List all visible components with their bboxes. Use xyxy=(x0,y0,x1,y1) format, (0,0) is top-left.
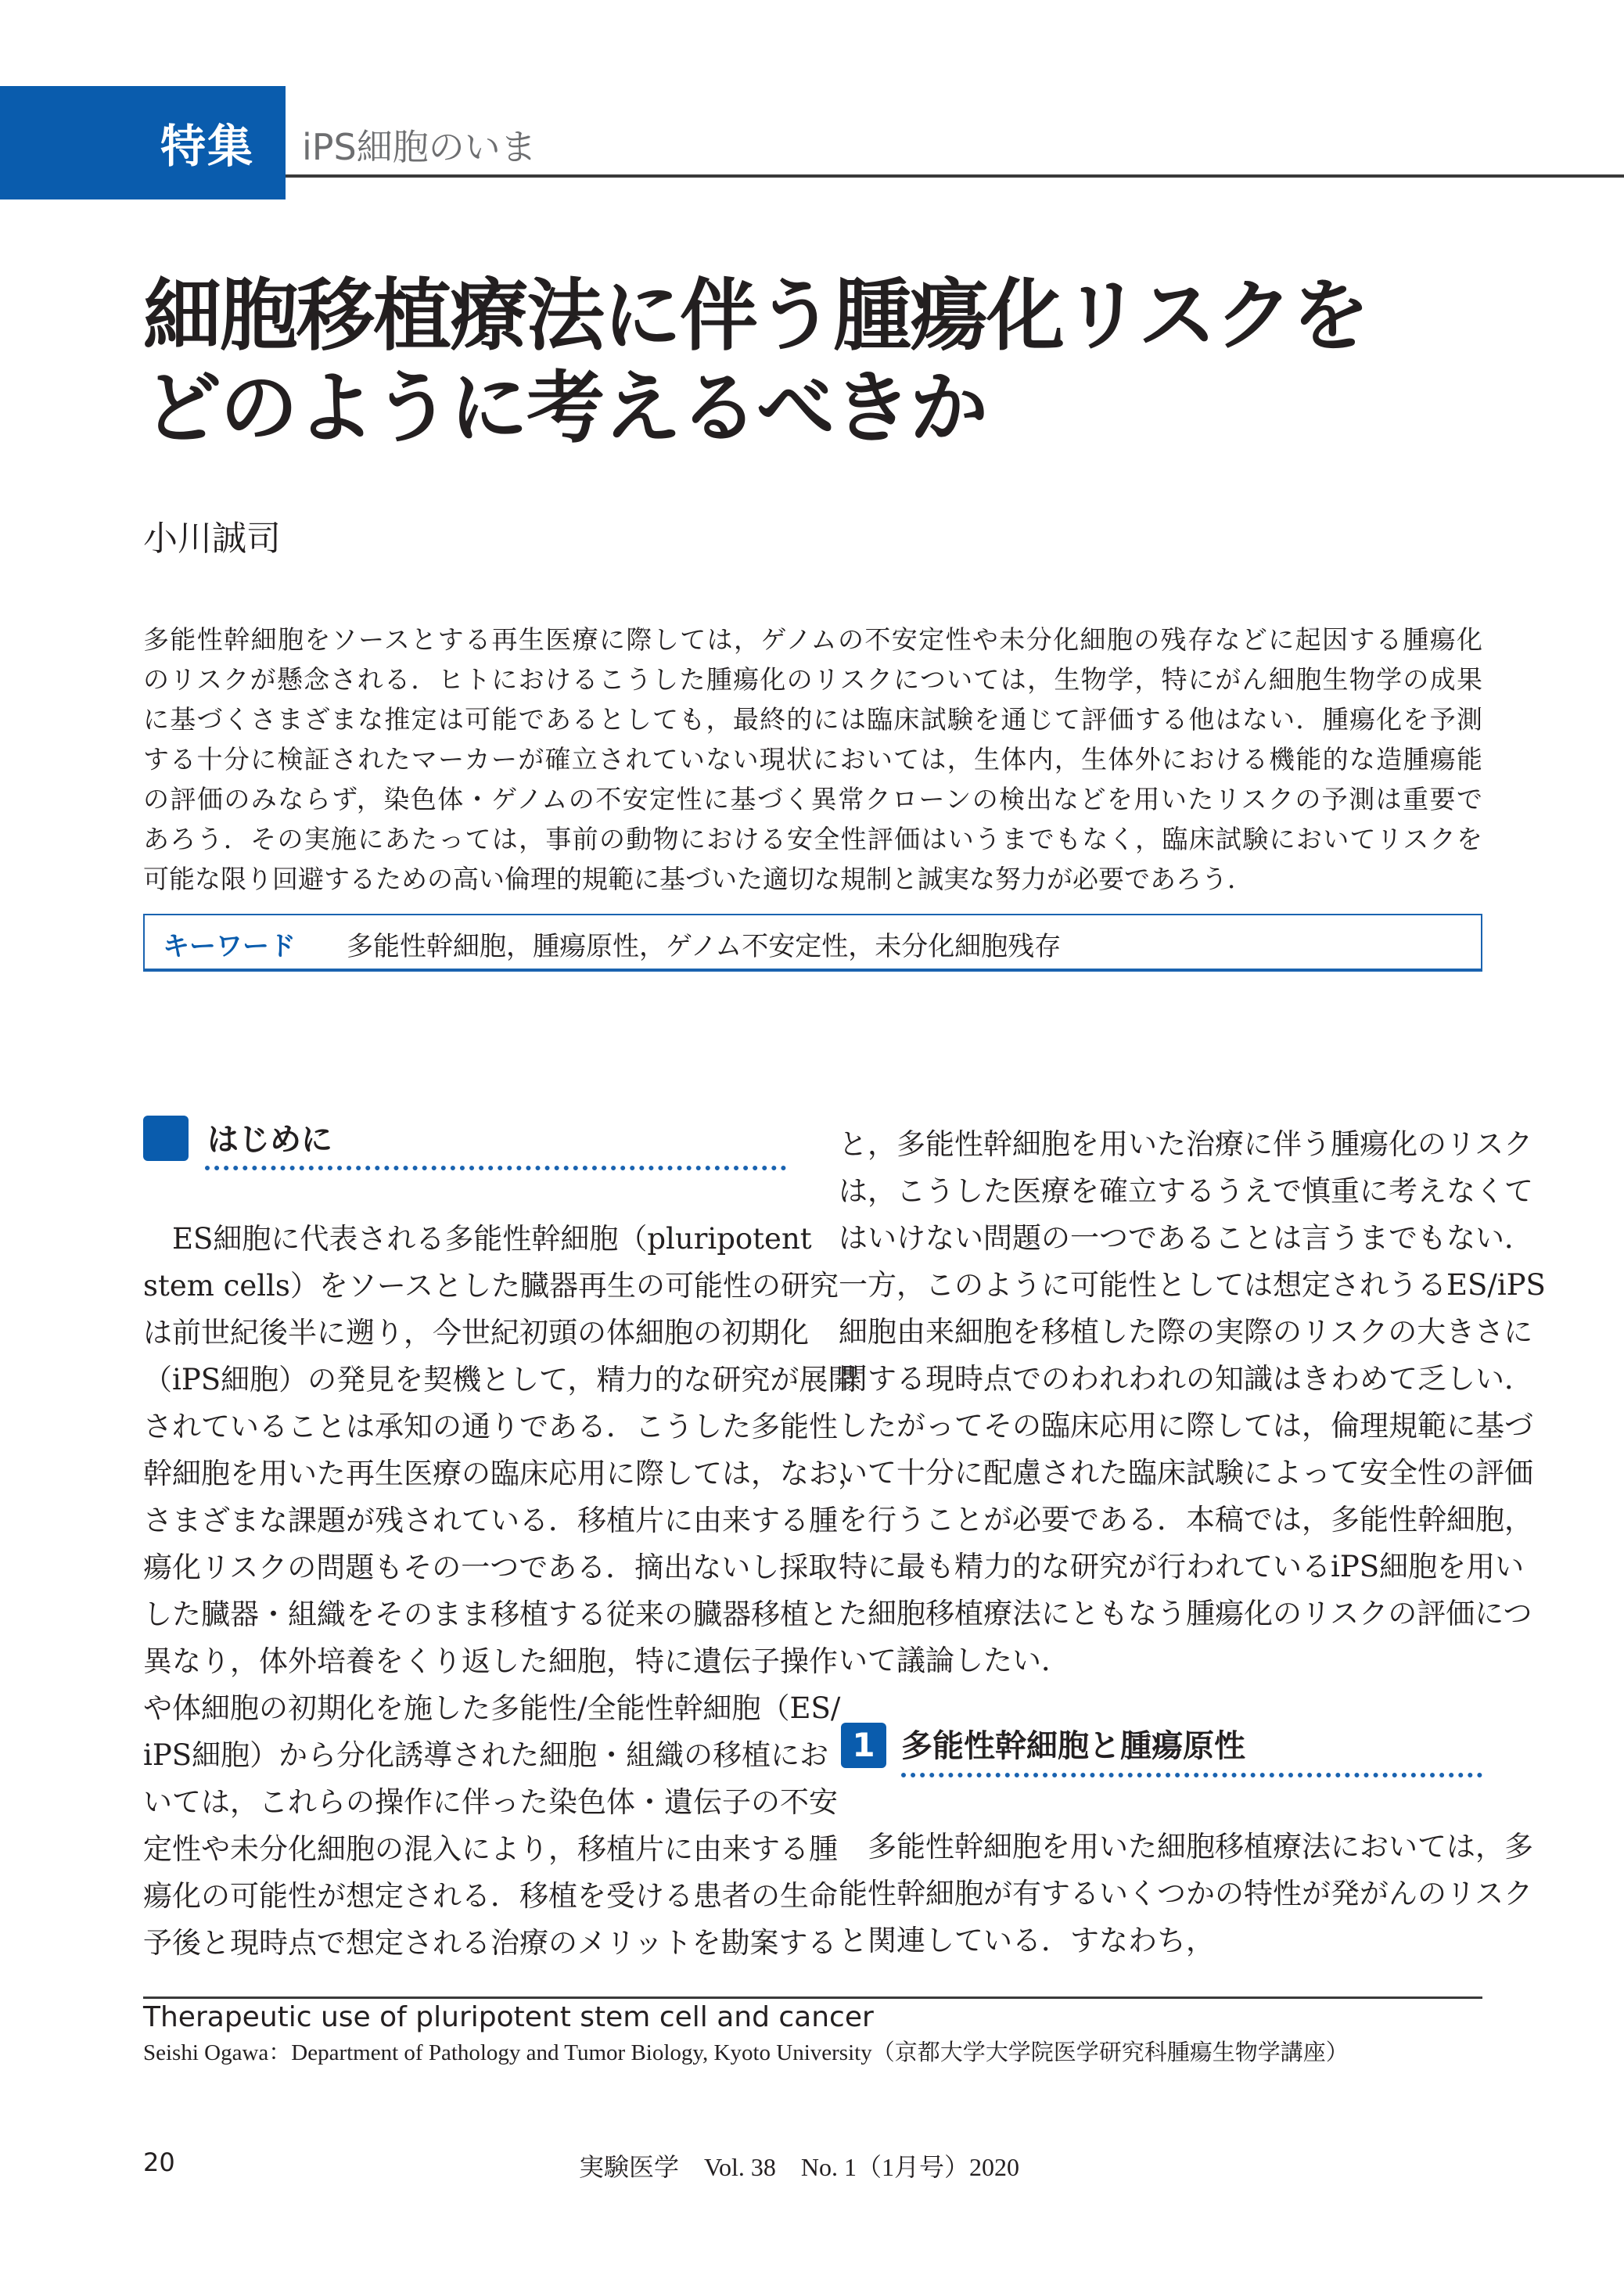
text-line: はいけない問題の一つであることは言うまでもない． xyxy=(839,1221,1533,1255)
text-line: のリスクが懸念される．ヒトにおけるこうした腫瘍化のリスクについては，生物学，特にがん細胞生物学の成果 xyxy=(143,664,1482,695)
title-line: 細胞移植療法に伴う腫瘍化リスクを xyxy=(143,270,1368,361)
author: 小川誠司 xyxy=(143,519,281,559)
text-line: 定性や未分化細胞の混入により，移植片に由来する腫 xyxy=(143,1832,838,1866)
text-line: に基づくさまざまな推定は可能であるとしても，最終的には臨床試験を通じて評価する他はない．腫瘍化を予測 xyxy=(143,704,1482,735)
text-line: ES細胞に代表される多能性幹細胞（pluripotent xyxy=(143,1222,812,1256)
text-line: 予後と現時点で想定される治療のメリットを勘案する xyxy=(143,1926,837,1960)
text-line: 瘍化の可能性が想定される．移植を受ける患者の生命 xyxy=(143,1879,838,1913)
english-title: Therapeutic use of pluripotent stem cell and cancer xyxy=(143,2001,874,2033)
title-line: どのように考えるべきか xyxy=(143,362,986,454)
section-heading-1: 多能性幹細胞と腫瘍原性 xyxy=(901,1728,1245,1764)
heading-underline xyxy=(901,1773,1482,1777)
text-line: た細胞移植療法にともなう腫瘍化のリスクの評価につ xyxy=(839,1597,1532,1630)
text-line: 特に最も精力的な研究が行われているiPS細胞を用い xyxy=(839,1550,1525,1583)
series-title: iPS細胞のいま xyxy=(302,126,537,168)
text-line: されていることは承知の通りである．こうした多能性 xyxy=(143,1410,838,1443)
text-line: と，多能性幹細胞を用いた治療に伴う腫瘍化のリスク xyxy=(839,1127,1533,1161)
article-title xyxy=(143,270,1368,455)
text-line: は，こうした医療を確立するうえで慎重に考えなくて xyxy=(839,1174,1533,1208)
text-line: 異なり，体外培養をくり返した細胞，特に遺伝子操作 xyxy=(143,1644,838,1678)
section-number-badge: 1 xyxy=(841,1723,886,1768)
text-line: する十分に検証されたマーカーが確立されていない現状においては，生体内，生体外における機能的な造腫瘍能 xyxy=(143,744,1482,775)
section-heading-intro: はじめに xyxy=(207,1122,332,1158)
page-number: 20 xyxy=(143,2147,175,2177)
keyword-list: 多能性幹細胞，腫瘍原性，ゲノム不安定性，未分化細胞残存 xyxy=(347,931,1062,962)
text-line: したがってその臨床応用に際しては，倫理規範に基づ xyxy=(839,1409,1533,1443)
text-line: 能性幹細胞が有するいくつかの特性が発がんのリスク xyxy=(839,1877,1533,1910)
section-marker-icon xyxy=(143,1116,189,1161)
text-line: を行うことが必要である．本稿では，多能性幹細胞， xyxy=(839,1503,1533,1536)
heading-underline xyxy=(205,1166,786,1170)
text-line: 関する現時点でのわれわれの知識はきわめて乏しい． xyxy=(839,1362,1533,1396)
text-line: の評価のみならず，染色体・ゲノムの不安定性に基づく異常クローンの検出などを用いたリスクの予測は重要で xyxy=(143,784,1482,814)
text-line: いて議論したい． xyxy=(839,1644,1070,1677)
text-line: 幹細胞を用いた再生医療の臨床応用に際しては，なお， xyxy=(143,1457,867,1490)
text-line: と関連している．すなわち， xyxy=(839,1924,1215,1957)
text-line: した臓器・組織をそのまま移植する従来の臓器移植と xyxy=(143,1598,838,1631)
text-line: は前世紀後半に遡り，今世紀初頭の体細胞の初期化 xyxy=(143,1316,809,1350)
text-line: （iPS細胞）の発見を契機として，精力的な研究が展開 xyxy=(143,1363,857,1396)
text-line: さまざまな課題が残されている．移植片に由来する腫 xyxy=(143,1504,838,1537)
footer-rule xyxy=(143,1996,1482,1999)
author-affiliation: Seishi Ogawa：Department of Pathology and Tumor Biology, Kyoto University（京都大学大学院医学研究科腫瘍生物学講座） xyxy=(143,2040,1349,2065)
text-line: 可能な限り回避するための高い倫理的規範に基づいた適切な規制と誠実な努力が必要であろう． xyxy=(143,864,1253,894)
text-line: iPS細胞）から分化誘導された細胞・組織の移植にお xyxy=(143,1738,829,1772)
text-line: いては，これらの操作に伴った染色体・遺伝子の不安 xyxy=(143,1785,838,1819)
text-line: 細胞由来細胞を移植した際の実際のリスクの大きさに xyxy=(839,1315,1533,1349)
feature-tag: 特集 xyxy=(160,120,255,173)
text-line: stem cells）をソースとした臓器再生の可能性の研究 xyxy=(143,1269,839,1303)
text-line: いて十分に配慮された臨床試験によって安全性の評価 xyxy=(839,1456,1533,1490)
journal-info: 実験医学 Vol. 38 No. 1（1月号）2020 xyxy=(579,2153,1019,2181)
text-line: 多能性幹細胞を用いた細胞移植療法においては，多 xyxy=(839,1830,1533,1864)
text-line: あろう．その実施にあたっては，事前の動物における安全性評価はいうまでもなく，臨床試験においてリスクを xyxy=(143,824,1482,854)
text-line: 一方，このように可能性としては想定されうるES/iPS xyxy=(839,1268,1546,1302)
keyword-label: キーワード xyxy=(163,931,296,962)
text-line: 多能性幹細胞をソースとする再生医療に際しては，ゲノムの不安定性や未分化細胞の残存などに起因する腫瘍化 xyxy=(143,624,1482,655)
header-rule xyxy=(286,174,1624,178)
text-line: や体細胞の初期化を施した多能性/全能性幹細胞（ES/ xyxy=(143,1691,841,1725)
text-line: 瘍化リスクの問題もその一つである．摘出ないし採取 xyxy=(143,1551,838,1584)
